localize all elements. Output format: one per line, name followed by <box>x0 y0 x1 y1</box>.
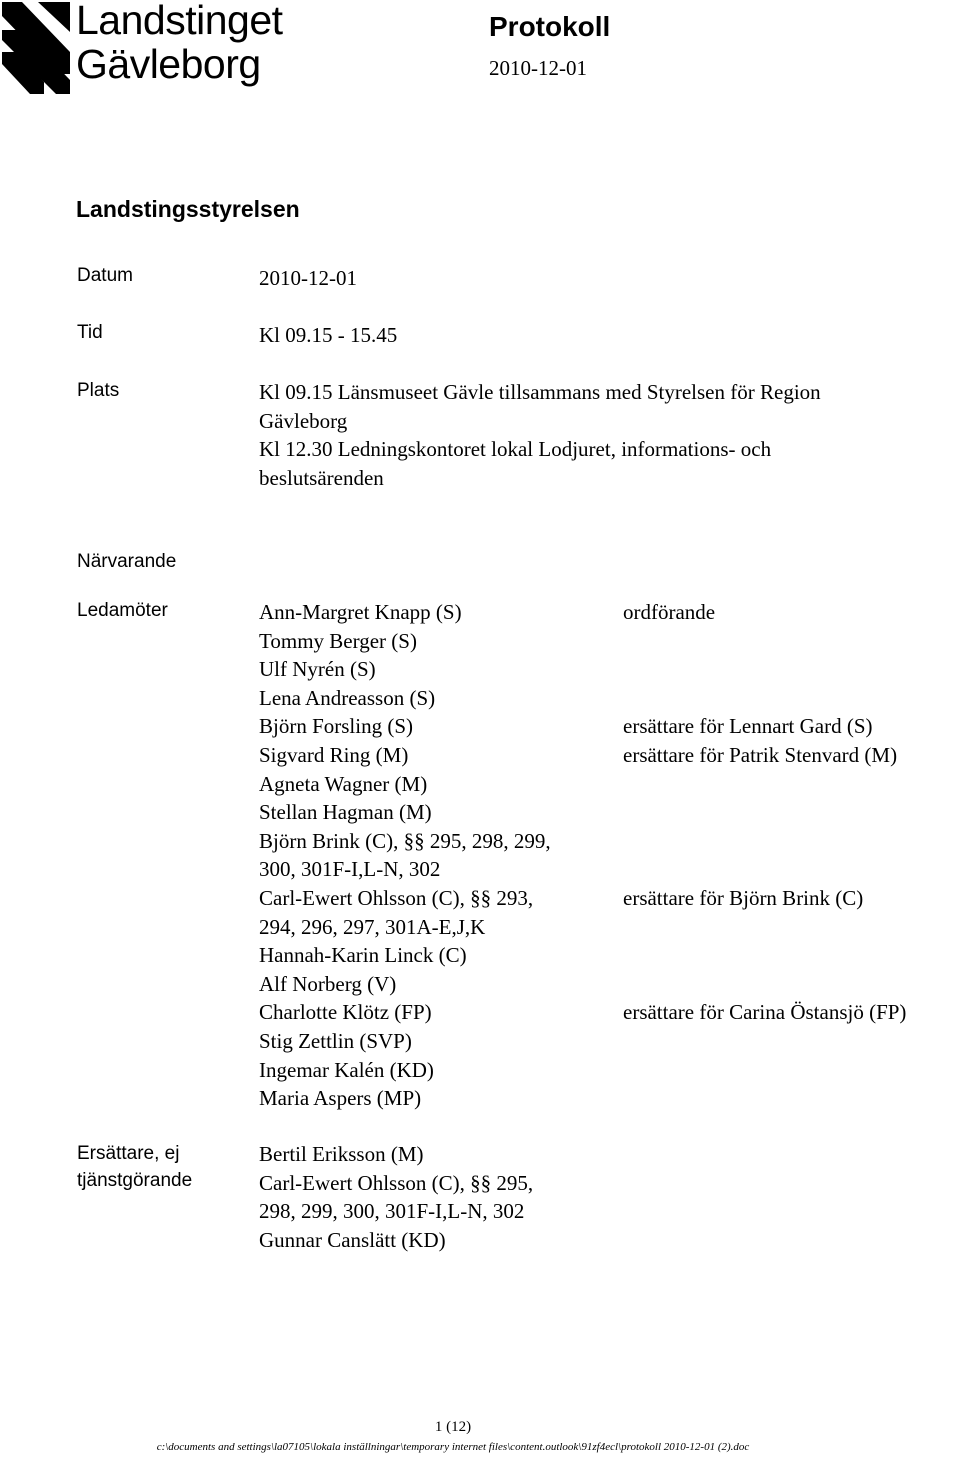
datum-label: Datum <box>77 265 133 286</box>
member-line: Hannah-Karin Linck (C) <box>259 943 467 968</box>
document-type-heading: Protokoll <box>489 11 611 42</box>
member-line: Charlotte Klötz (FP) <box>259 1000 432 1025</box>
file-path: c:\documents and settings\la07105\lokala inställningar\temporary internet files\content.outlook\91zf4ecl\protokoll 2010-12-01 (2).doc <box>156 1441 750 1453</box>
plats-line: Kl 09.15 Länsmuseet Gävle tillsammans med Styrelsen för Region <box>259 380 821 404</box>
member-note <box>623 1027 906 1056</box>
member-line: 300, 301F-I,L-N, 302 <box>259 857 441 882</box>
member-note <box>623 970 906 999</box>
member-line: Stig Zettlin (SVP) <box>259 1028 412 1053</box>
member-line: Ann-Margret Knapp (S) <box>259 600 462 624</box>
member-note <box>623 1084 906 1113</box>
datum-value: 2010-12-01 <box>259 266 357 290</box>
member-note <box>623 1056 906 1085</box>
substitute-line: Gunnar Canslätt (KD) <box>259 1227 446 1252</box>
member-note: ersättare för Patrik Stenvard (M) <box>623 742 898 767</box>
plats-line: Gävleborg <box>259 408 348 433</box>
tid-value: Kl 09.15 - 15.45 <box>259 323 398 347</box>
member-line: Lena Andreasson (S) <box>259 685 436 710</box>
member-note <box>623 913 906 942</box>
member-line: Stellan Hagman (M) <box>259 800 432 825</box>
ersattare-label-line: tjänstgörande <box>77 1170 193 1191</box>
ersattare-label <box>77 1140 192 1194</box>
tid-label: Tid <box>77 322 103 343</box>
page-number: 1 (12) <box>434 1419 472 1435</box>
plats-value <box>259 378 821 492</box>
plats-line: beslutsärenden <box>259 465 384 490</box>
member-line: Tommy Berger (S) <box>259 628 417 653</box>
ledamoter-notes <box>623 598 906 1113</box>
ersattare-label-line: Ersättare, ej <box>77 1143 180 1164</box>
substitute-line: 298, 299, 300, 301F-I,L-N, 302 <box>259 1199 525 1224</box>
member-line: Ingemar Kalén (KD) <box>259 1057 434 1082</box>
member-note <box>623 684 906 713</box>
member-line: Alf Norberg (V) <box>259 971 397 996</box>
member-line: Carl-Ewert Ohlsson (C), §§ 293, <box>259 885 534 910</box>
organization-logo <box>0 0 310 100</box>
member-note: ordförande <box>623 600 716 624</box>
plats-label: Plats <box>77 380 120 401</box>
logo-text-line2: Gävleborg <box>76 41 261 87</box>
member-note: ersättare för Carina Östansjö (FP) <box>623 1000 907 1025</box>
logo-mark-icon <box>0 2 72 94</box>
ersattare-list <box>259 1140 533 1254</box>
member-note <box>623 827 906 856</box>
member-note <box>623 655 906 684</box>
narvarande-heading: Närvarande <box>77 551 177 572</box>
member-note: ersättare för Lennart Gard (S) <box>623 714 873 739</box>
member-line: Agneta Wagner (M) <box>259 771 428 796</box>
ledamoter-list <box>259 598 551 1113</box>
ledamoter-label: Ledamöter <box>77 600 168 621</box>
member-line: Maria Aspers (MP) <box>259 1086 422 1111</box>
substitute-line: Carl-Ewert Ohlsson (C), §§ 295, <box>259 1170 534 1195</box>
logo-text-line1: Landstinget <box>76 0 283 43</box>
member-note <box>623 770 906 799</box>
member-line: Björn Brink (C), §§ 295, 298, 299, <box>259 828 551 853</box>
substitute-line: Bertil Eriksson (M) <box>259 1142 424 1166</box>
member-note: ersättare för Björn Brink (C) <box>623 885 864 910</box>
member-note <box>623 627 906 656</box>
member-line: Björn Forsling (S) <box>259 714 414 739</box>
member-line: Ulf Nyrén (S) <box>259 657 376 682</box>
member-note <box>623 941 906 970</box>
document-date: 2010-12-01 <box>489 56 587 80</box>
member-line: 294, 296, 297, 301A-E,J,K <box>259 914 486 939</box>
member-note <box>623 798 906 827</box>
member-note <box>623 855 906 884</box>
member-line: Sigvard Ring (M) <box>259 742 409 767</box>
plats-line: Kl 12.30 Ledningskontoret lokal Lodjuret, informations- och <box>259 437 772 462</box>
board-title: Landstingsstyrelsen <box>76 196 300 222</box>
